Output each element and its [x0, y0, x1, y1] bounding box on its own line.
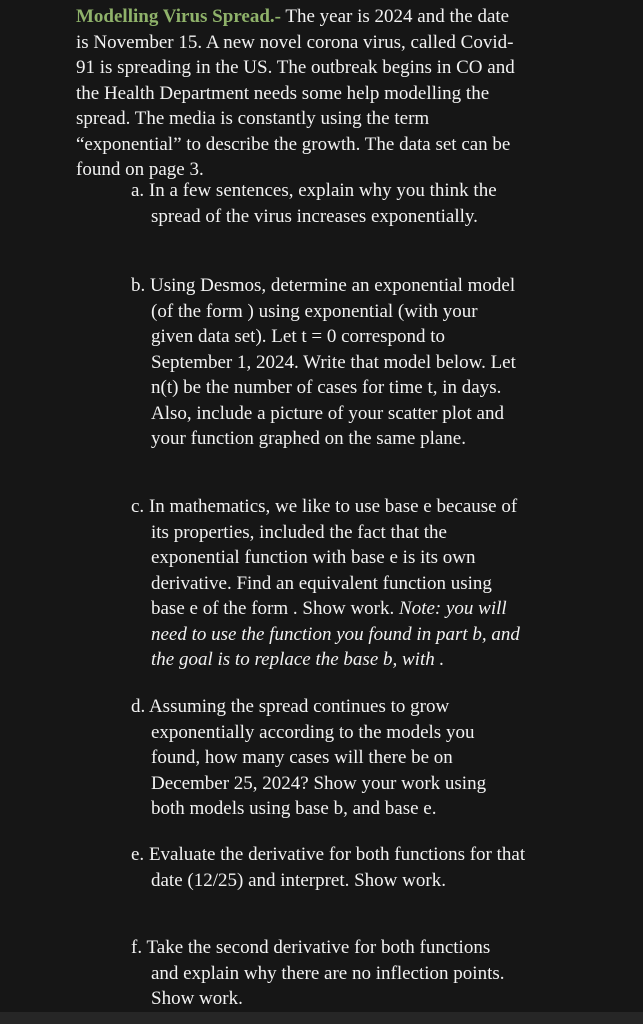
question-text-line: Take the second derivative for both functions — [146, 937, 491, 958]
question-text-line: date (12/25) and interpret. Show work. — [151, 869, 446, 891]
intro-line: 91 is spreading in the US. The outbreak begins in CO and — [76, 57, 515, 78]
question-b — [131, 273, 581, 452]
question-label: e. — [131, 844, 145, 865]
note-text: the goal is to replace the base b, with . — [151, 649, 445, 670]
question-label: c. — [131, 496, 145, 517]
note-text: Note: you will — [399, 598, 507, 619]
question-text-line: its properties, included the fact that the — [151, 521, 447, 543]
question-label: a. — [131, 180, 145, 201]
intro-line: found on page 3. — [76, 159, 204, 180]
question-text-line: exponentially according to the models you — [151, 721, 475, 743]
bottom-edge-bar — [0, 1012, 643, 1024]
question-text-line: derivative. Find an equivalent function using — [151, 572, 492, 594]
question-f — [131, 935, 581, 1012]
question-a — [131, 178, 581, 229]
intro-line: “exponential” to describe the growth. The data set can be — [76, 133, 511, 155]
intro-line: Modelling Virus Spread.- The year is 2024 and the date — [76, 6, 510, 27]
question-text-line: given data set). Let t = 0 correspond to — [151, 326, 446, 347]
note-text: need to use the function you found in part b, and — [151, 623, 520, 645]
question-label: f. — [131, 937, 143, 958]
question-text-line: base e of the form . Show work. — [151, 598, 400, 619]
section-title: Modelling Virus Spread.- — [76, 6, 281, 27]
question-d — [131, 694, 581, 822]
question-text-line: found, how many cases will there be on — [151, 747, 453, 768]
question-text-line: Using Desmos, determine an exponential model — [150, 275, 516, 296]
intro-paragraph — [76, 4, 576, 183]
question-text-line: and explain why there are no inflection points. — [151, 962, 505, 984]
question-text-line: Show work. — [151, 988, 243, 1009]
question-text-line: (of the form ) using exponential (with your — [151, 300, 478, 322]
question-text-line: In a few sentences, explain why you think the — [148, 180, 497, 201]
question-text-line: December 25, 2024? Show your work using — [151, 772, 487, 794]
intro-line: is November 15. A new novel corona virus, called Covid- — [76, 31, 514, 53]
intro-line: the Health Department needs some help modelling the — [76, 82, 490, 104]
question-text-line: your function graphed on the same plane. — [151, 428, 466, 449]
question-c — [131, 494, 581, 673]
question-label: d. — [131, 696, 146, 717]
question-text-line: Also, include a picture of your scatter plot and — [151, 402, 504, 424]
question-e — [131, 842, 581, 893]
question-text-line: both models using base b, and base e. — [151, 798, 437, 819]
question-text-line: Assuming the spread continues to grow — [148, 696, 450, 717]
intro-line: spread. The media is constantly using the term — [76, 108, 430, 129]
question-text-line: exponential function with base e is its own — [151, 547, 476, 568]
question-text-line: spread of the virus increases exponentially. — [151, 205, 478, 227]
question-label: b. — [131, 275, 146, 296]
question-text-line: n(t) be the number of cases for time t, in days. — [151, 377, 502, 398]
question-text-line: Evaluate the derivative for both functions for that — [148, 844, 526, 865]
question-text-line: In mathematics, we like to use base e because of — [148, 496, 518, 517]
question-text-line: September 1, 2024. Write that model below. Let — [151, 351, 516, 373]
